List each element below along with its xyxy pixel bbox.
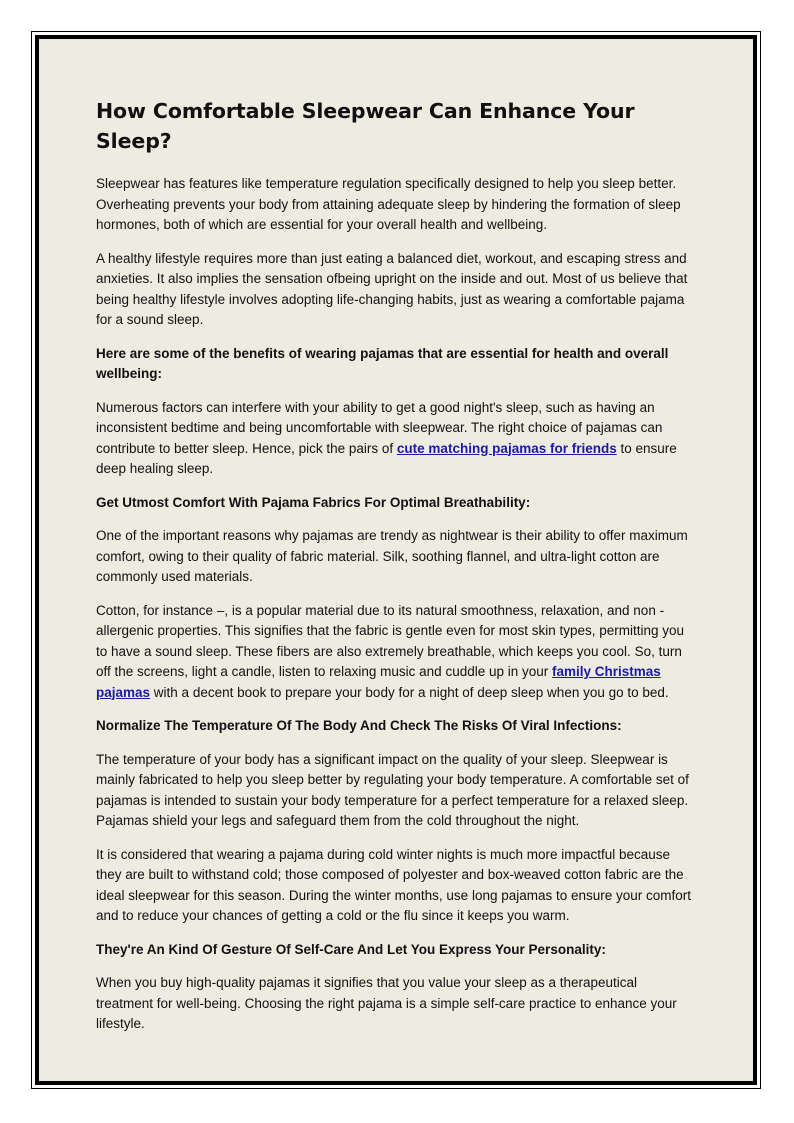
paragraph-fabric: One of the important reasons why pajamas are trendy as nightwear is their ability to offer maximum comfort, owing to their quality of fabric material. Silk, soothing flannel, and ultra-light cotton are commonly used materials. (96, 528, 688, 584)
paragraph-healthy-lifestyle: A healthy lifestyle requires more than just eating a balanced diet, workout, and escaping stress and anxieties. It also implies the sensation ofbeing upright on the inside and out. Most of us believe that being healthy lifestyle involves adopting life-changing habits, just as wearing a comfortable pajama for a sound sleep. (96, 250, 688, 327)
subheading-benefits: Here are some of the benefits of wearing pajamas that are essential for health and overall wellbeing: (96, 345, 669, 381)
paragraph-text: Cotton, for instance –, is a popular material due to its natural smoothness, relaxation, and non - allergenic properties. This signifies that the fabric is gentle even for most skin types, permitting you to have a sound sleep. These fibers are also extremely breathable, which keeps you cool. So, turn off the screens, light a candle, listen to relaxing music and cuddle up in your (96, 602, 685, 679)
paragraph-winter: It is considered that wearing a pajama during cold winter nights is much more impactful because they are built to withstand cold; those composed of polyester and box-weaved cotton fabric are the ideal sleepwear for this season. During the winter months, use long pajamas to ensure your comfort and to reduce your chances of getting a cold or the flu since it keeps you warm. (96, 846, 692, 923)
page-title: How Comfortable Sleepwear Can Enhance Your Sleep? (96, 99, 635, 153)
paragraph-text: Numerous factors can interfere with your ability to get a good night's sleep, such as having an inconsistent bedtime and being uncomfortable with sleepwear. The right choice of pajamas can contribute to better sleep. Hence, pick the pairs of (96, 399, 663, 456)
subheading-self-care: They're An Kind Of Gesture Of Self-Care And Let You Express Your Personality: (96, 941, 606, 957)
link-cute-matching-pajamas[interactable]: cute matching pajamas for friends (396, 440, 617, 456)
subheading-comfort: Get Utmost Comfort With Pajama Fabrics For Optimal Breathability: (96, 494, 531, 510)
subheading-temperature: Normalize The Temperature Of The Body And Check The Risks Of Viral Infections: (96, 718, 622, 733)
paragraph-self-care: When you buy high-quality pajamas it signifies that you value your sleep as a therapeutical treatment for well-being. Choosing the right pajama is a simple self-care practice to enhance your lifestyle. (96, 975, 677, 1031)
paragraph-text: with a decent book to prepare your body for a night of deep sleep when you go to bed. (150, 684, 669, 700)
paragraph-cotton (96, 601, 696, 704)
link-family-christmas-pajamas[interactable]: family Christmas pajamas (96, 664, 661, 700)
document-body (96, 96, 696, 1048)
paragraph-body-temperature: The temperature of your body has a significant impact on the quality of your sleep. Sleepwear is mainly fabricated to help you sleep better by regulating your body temperature. A comfortable set of pajamas is intended to sustain your body temperature for a perfect temperature for a relaxed sleep. Pajamas shield your legs and safeguard them from the cold throughout the night. (96, 751, 689, 828)
paragraph-sleep-factors (96, 398, 696, 480)
paragraph-text: to ensure deep healing sleep. (96, 440, 677, 476)
paragraph-intro: Sleepwear has features like temperature regulation specifically designed to help you sleep better. Overheating prevents your body from attaining adequate sleep by hindering the formation of sleep hormones, both of which are essential for your overall health and wellbeing. (96, 176, 681, 232)
